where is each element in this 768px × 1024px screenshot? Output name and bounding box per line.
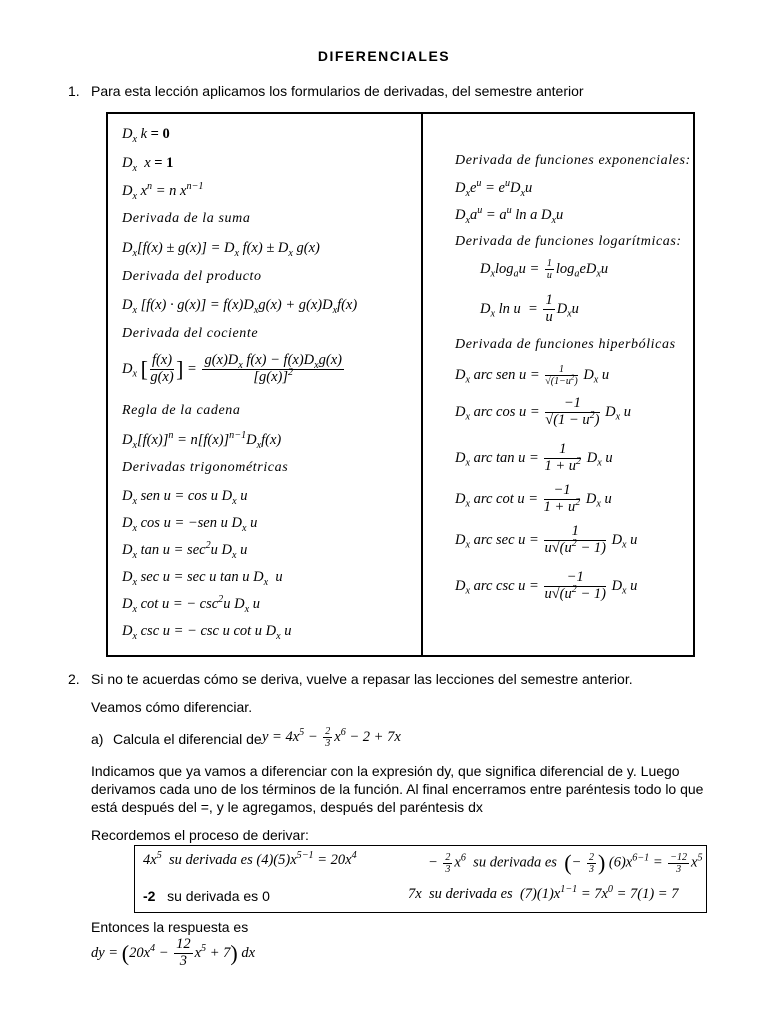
- heading-producto: Derivada del producto: [122, 269, 262, 284]
- sub-item-a-text: Calcula el diferencial de: [113, 731, 262, 747]
- formula-quotient: $D_x$ [ $\frac{f(x)}{g(x)}$ ] = $\frac{g(x)D_x f(x) - f(x)D_xg(x)}{[g(x)]^2}$: [122, 352, 342, 385]
- formula-log-a: $D_x\log_au$ = $\frac{1}{u}$ $\log_aeD_xu$: [480, 258, 609, 281]
- formula-sum: $D_x[f(x) \pm g(x)] = D_x$ $f(x) \pm D_x$ g(x): [122, 240, 320, 259]
- derivation-term-4: 7x su derivada es $(7)(1)x^{1-1} = 7x^0 = 7(1) = 7$: [408, 884, 679, 902]
- heading-suma: Derivada de la suma: [122, 211, 251, 226]
- explanation-line-3: está después del =, y le agregamos, después del paréntesis dx: [91, 799, 483, 815]
- su-derivada-3: su derivada es: [428, 886, 513, 902]
- item-2-number: 2.: [68, 671, 80, 687]
- formula-product: $D_x$ $[f(x) \cdot g(x)] = f(x)D_xg(x) + g(x)D_xf(x)$: [122, 297, 358, 316]
- function-expression: $y = 4x^5$ − $\frac{2}{3}$ $x^6 - 2 + 7x$: [262, 726, 401, 749]
- entonces-text: Entonces la respuesta es: [91, 919, 249, 935]
- su-derivada-2: su derivada es: [473, 854, 557, 871]
- derivation-term-1: $4x^5$ su derivada es $(4)(5)x^{5-1} = 20x^4$: [143, 850, 357, 868]
- veamos-text: Veamos cómo diferenciar.: [91, 699, 253, 715]
- formula-identity: $D_x$ x = 1: [122, 155, 174, 174]
- formula-arctan: $D_x$ arc tan u = $\frac{1}{1 + u^2}$ $D_x$ u: [455, 441, 613, 474]
- formula-table-divider: [421, 112, 423, 657]
- item-1-number: 1.: [68, 83, 80, 99]
- formula-exp-e: $D_xe^u = e^uD_xu$: [455, 178, 533, 199]
- constant-result: su derivada es 0: [167, 888, 270, 904]
- formula-arcsen: $D_x$ arc sen u = $\frac{1}{√(1-u^2)}$ $D_x$ u: [455, 364, 610, 387]
- heading-exp: Derivada de funciones exponenciales:: [455, 153, 691, 168]
- formula-arcsec: $D_x$ arc sec u = $\frac{1}{u√(u^2 - 1)}$ $D_x$ u: [455, 523, 638, 556]
- page-title: DIFERENCIALES: [317, 48, 451, 64]
- final-answer: dy = ($20x^4$ − $\frac{12}{3}$ $x^5 + 7$) dx: [91, 936, 256, 969]
- formula-tan: $D_x$ $\tan u = \sec^2u$ $D_x$ u: [122, 540, 248, 561]
- explanation-line-2: derivamos cada uno de los términos de la función. Al final encerramos entre paréntesis todo lo que: [91, 781, 704, 797]
- formula-csc: $D_x$ csc u = − csc u cot u $D_x$ u: [122, 623, 292, 642]
- sub-item-a-label: a): [91, 731, 104, 747]
- formula-cot: $D_x$ cot u = − $\csc^2u$ $D_x$ u: [122, 594, 260, 615]
- formula-chain: $D_x[f(x)]^n = n[f(x)]^{n-1}D_xf(x)$: [122, 430, 282, 451]
- formula-exp-a: $D_xa^u = a^u$ ln a $D_xu$: [455, 205, 564, 226]
- formula-arccsc: $D_x$ arc csc u = $\frac{-1}{u√(u^2 - 1)}$ $D_x$ u: [455, 569, 638, 602]
- heading-cociente: Derivada del cociente: [122, 326, 259, 341]
- derivation-term-2: − $\frac{2}{3}$ $x^6$ su derivada es (− $\frac{2}{3}$ ) $(6)x^{6-1}$ = $\frac{-12}{3}$ $x^5$: [428, 850, 703, 875]
- formula-ln: $D_x$ ln u = $\frac{1}{u}$ $D_xu$: [480, 292, 579, 325]
- formula-constant: $D_x$ k = 0: [122, 126, 170, 145]
- item-1-text: Para esta lección aplicamos los formularios de derivadas, del semestre anterior: [91, 83, 584, 99]
- explanation-line-1: Indicamos que ya vamos a diferenciar con la expresión dy, que significa diferencial de y. Luego: [91, 763, 680, 779]
- heading-cadena: Regla de la cadena: [122, 403, 241, 418]
- formula-power: $D_x$ $x^n = n$ $x^{n-1}$: [122, 181, 204, 202]
- formula-sec: $D_x$ sec u = sec u tan u $D_x$ u: [122, 569, 283, 588]
- formula-cos: $D_x$ cos u = −sen u $D_x$ u: [122, 515, 258, 534]
- constant-term: -2: [143, 888, 156, 904]
- recordemos-text: Recordemos el proceso de derivar:: [91, 827, 309, 843]
- item-2-text: Si no te acuerdas cómo se deriva, vuelve a repasar las lecciones del semestre anterior.: [91, 671, 633, 687]
- formula-arccos: $D_x$ arc cos u = $\frac{-1}{√(1 - u^2)}$ $D_x$ u: [455, 395, 631, 428]
- formula-arccot: $D_x$ arc cot u = $\frac{-1}{1 + u^2}$ $D_x$ u: [455, 482, 612, 515]
- su-derivada-1: su derivada es: [169, 852, 253, 868]
- heading-trig: Derivadas trigonométricas: [122, 460, 289, 475]
- heading-hyp: Derivada de funciones hiperbólicas: [455, 337, 676, 352]
- derivation-term-3: [143, 887, 270, 905]
- formula-sen: $D_x$ sen u = cos u $D_x$ u: [122, 488, 248, 507]
- heading-log: Derivada de funciones logarítmicas:: [455, 234, 682, 249]
